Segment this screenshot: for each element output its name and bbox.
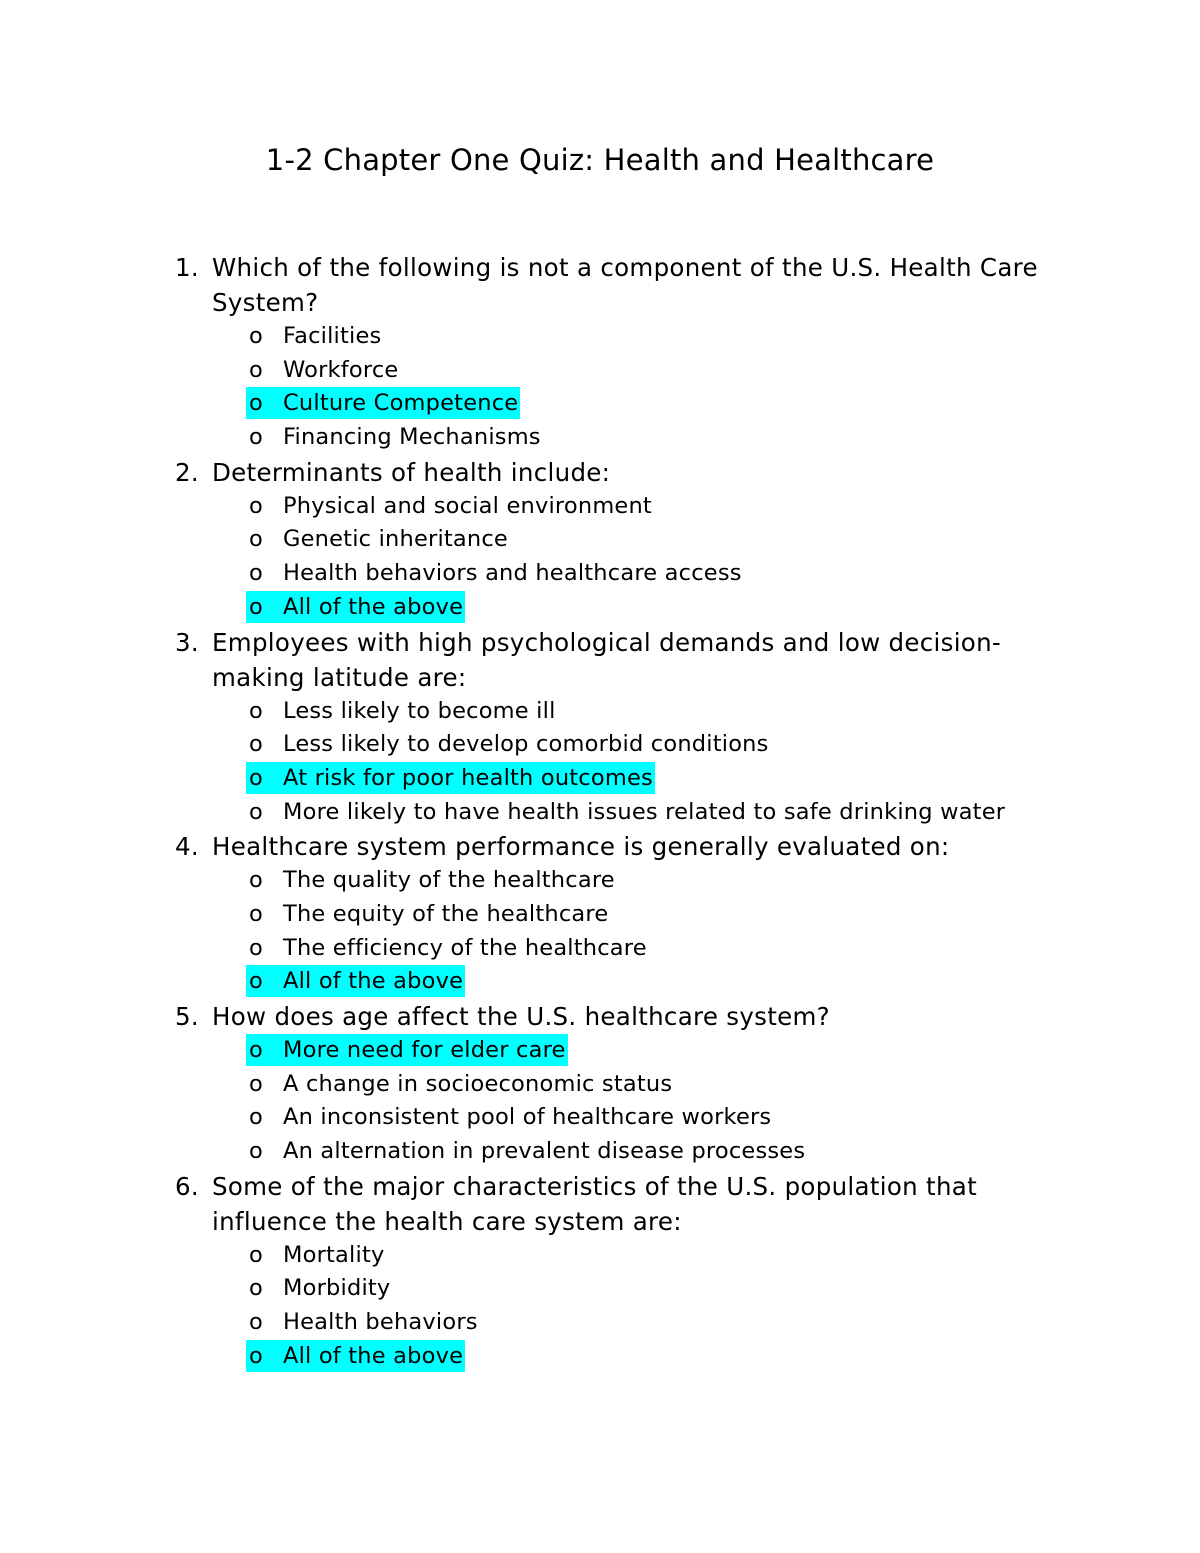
bullet-icon: o bbox=[249, 1241, 263, 1268]
quiz-question bbox=[0, 999, 1200, 1169]
option-text: Less likely to become ill bbox=[283, 697, 556, 724]
option-content bbox=[246, 898, 610, 930]
option-text: More likely to have health issues related to safe drinking water bbox=[283, 798, 1006, 825]
question-text: Determinants of health include: bbox=[212, 457, 611, 487]
option-content bbox=[246, 965, 465, 997]
answer-options bbox=[0, 1034, 1200, 1169]
answer-option bbox=[0, 1272, 1200, 1306]
highlighted-answer-option bbox=[0, 591, 1200, 625]
bullet-icon: o bbox=[249, 731, 263, 758]
highlighted-answer-option bbox=[0, 965, 1200, 999]
option-text: Financing Mechanisms bbox=[283, 424, 541, 451]
option-text: Workforce bbox=[283, 356, 399, 383]
highlighted-answer-option bbox=[0, 387, 1200, 421]
question-text: How does age affect the U.S. healthcare system? bbox=[212, 1002, 830, 1031]
option-text: Health behaviors and healthcare access bbox=[283, 560, 742, 587]
option-content bbox=[246, 1101, 773, 1133]
option-content bbox=[246, 1239, 386, 1271]
highlighted-answer-option bbox=[0, 1034, 1200, 1068]
question-number: 4. bbox=[175, 832, 199, 862]
option-content bbox=[246, 762, 655, 794]
option-text: At risk for poor health outcomes bbox=[283, 764, 653, 791]
option-text: The equity of the healthcare bbox=[283, 900, 609, 927]
option-content bbox=[246, 523, 510, 555]
question-number: 6. bbox=[175, 1171, 199, 1201]
option-content bbox=[246, 1135, 807, 1167]
option-content bbox=[246, 796, 1007, 828]
question-text: Some of the major characteristics of the U.S. population that influence the health care system are: bbox=[212, 1171, 977, 1236]
option-text: More need for elder care bbox=[283, 1037, 566, 1063]
answer-options bbox=[0, 1239, 1200, 1374]
option-text: An alternation in prevalent disease processes bbox=[283, 1138, 806, 1165]
option-content bbox=[246, 932, 649, 964]
quiz-question bbox=[0, 829, 1200, 999]
option-content bbox=[246, 421, 543, 453]
bullet-icon: o bbox=[249, 390, 263, 417]
bullet-icon: o bbox=[249, 1037, 263, 1063]
question-number: 3. bbox=[175, 627, 199, 657]
bullet-icon: o bbox=[249, 934, 263, 961]
option-content bbox=[246, 557, 744, 589]
bullet-icon: o bbox=[249, 798, 263, 825]
answer-option bbox=[0, 898, 1200, 932]
bullet-icon: o bbox=[249, 968, 263, 995]
option-content bbox=[246, 490, 654, 522]
option-text: Facilities bbox=[283, 323, 382, 349]
quiz-question bbox=[0, 455, 1200, 625]
bullet-icon: o bbox=[249, 424, 263, 451]
option-content bbox=[246, 354, 400, 386]
question-number: 5. bbox=[175, 1002, 199, 1031]
option-content bbox=[246, 1068, 674, 1100]
option-content bbox=[246, 320, 383, 352]
bullet-icon: o bbox=[249, 867, 263, 894]
answer-option bbox=[0, 728, 1200, 762]
option-text: An inconsistent pool of healthcare workers bbox=[283, 1104, 772, 1131]
option-text: A change in socioeconomic status bbox=[283, 1070, 673, 1097]
bullet-icon: o bbox=[249, 1342, 263, 1369]
page-title: 1-2 Chapter One Quiz: Health and Healthcare bbox=[265, 143, 935, 177]
question-row bbox=[0, 999, 1062, 1034]
bullet-icon: o bbox=[249, 1070, 263, 1097]
answer-option bbox=[0, 1101, 1200, 1135]
question-text: Employees with high psychological demands and low decision-making latitude are: bbox=[212, 627, 1002, 692]
answer-option bbox=[0, 523, 1200, 557]
answer-options bbox=[0, 695, 1200, 830]
option-content bbox=[246, 1272, 392, 1304]
answer-option bbox=[0, 864, 1200, 898]
question-row bbox=[0, 250, 1062, 320]
answer-option bbox=[0, 354, 1200, 388]
question-text: Which of the following is not a component of the U.S. Health Care System? bbox=[212, 253, 1038, 317]
bullet-icon: o bbox=[249, 900, 263, 927]
bullet-icon: o bbox=[249, 323, 263, 349]
answer-option bbox=[0, 557, 1200, 591]
option-text: Physical and social environment bbox=[283, 492, 652, 519]
question-number: 2. bbox=[175, 457, 199, 487]
bullet-icon: o bbox=[249, 593, 263, 620]
quiz-question bbox=[0, 625, 1200, 830]
question-row bbox=[0, 1169, 1062, 1239]
answer-options bbox=[0, 320, 1200, 455]
option-content bbox=[246, 1034, 568, 1066]
option-content bbox=[246, 1340, 465, 1372]
answer-option bbox=[0, 796, 1200, 830]
option-text: Genetic inheritance bbox=[283, 526, 508, 553]
option-content bbox=[246, 1306, 480, 1338]
question-row bbox=[0, 829, 1062, 864]
answer-option bbox=[0, 1239, 1200, 1273]
highlighted-answer-option bbox=[0, 762, 1200, 796]
option-content bbox=[246, 591, 465, 623]
bullet-icon: o bbox=[249, 1104, 263, 1131]
option-text: Morbidity bbox=[283, 1275, 391, 1302]
option-content bbox=[246, 864, 617, 896]
bullet-icon: o bbox=[249, 697, 263, 724]
bullet-icon: o bbox=[249, 1138, 263, 1165]
highlighted-answer-option bbox=[0, 1340, 1200, 1374]
bullet-icon: o bbox=[249, 492, 263, 519]
answer-option bbox=[0, 1306, 1200, 1340]
option-text: Health behaviors bbox=[283, 1309, 478, 1336]
bullet-icon: o bbox=[249, 356, 263, 383]
answer-options bbox=[0, 490, 1200, 625]
answer-option bbox=[0, 932, 1200, 966]
answer-options bbox=[0, 864, 1200, 999]
option-text: All of the above bbox=[283, 593, 464, 620]
question-row bbox=[0, 455, 1062, 490]
quiz-question bbox=[0, 1169, 1200, 1374]
option-text: All of the above bbox=[283, 1342, 464, 1369]
answer-option bbox=[0, 695, 1200, 729]
answer-option bbox=[0, 1068, 1200, 1102]
option-content bbox=[246, 387, 520, 419]
answer-option bbox=[0, 421, 1200, 455]
bullet-icon: o bbox=[249, 560, 263, 587]
bullet-icon: o bbox=[249, 1275, 263, 1302]
answer-option bbox=[0, 490, 1200, 524]
option-content bbox=[246, 728, 771, 760]
question-number: 1. bbox=[175, 253, 199, 282]
option-text: Culture Competence bbox=[283, 390, 519, 417]
bullet-icon: o bbox=[249, 526, 263, 553]
option-text: All of the above bbox=[283, 968, 464, 995]
question-row bbox=[0, 625, 1062, 695]
answer-option bbox=[0, 320, 1200, 354]
option-text: The quality of the healthcare bbox=[283, 867, 615, 894]
answer-option bbox=[0, 1135, 1200, 1169]
option-content bbox=[246, 695, 558, 727]
quiz-question bbox=[0, 250, 1200, 455]
option-text: The efficiency of the healthcare bbox=[283, 934, 647, 961]
bullet-icon: o bbox=[249, 1309, 263, 1336]
question-text: Healthcare system performance is generally evaluated on: bbox=[212, 832, 950, 862]
option-text: Mortality bbox=[283, 1241, 385, 1268]
quiz-question-list bbox=[0, 250, 1200, 1374]
bullet-icon: o bbox=[249, 764, 263, 791]
option-text: Less likely to develop comorbid conditions bbox=[283, 731, 769, 758]
